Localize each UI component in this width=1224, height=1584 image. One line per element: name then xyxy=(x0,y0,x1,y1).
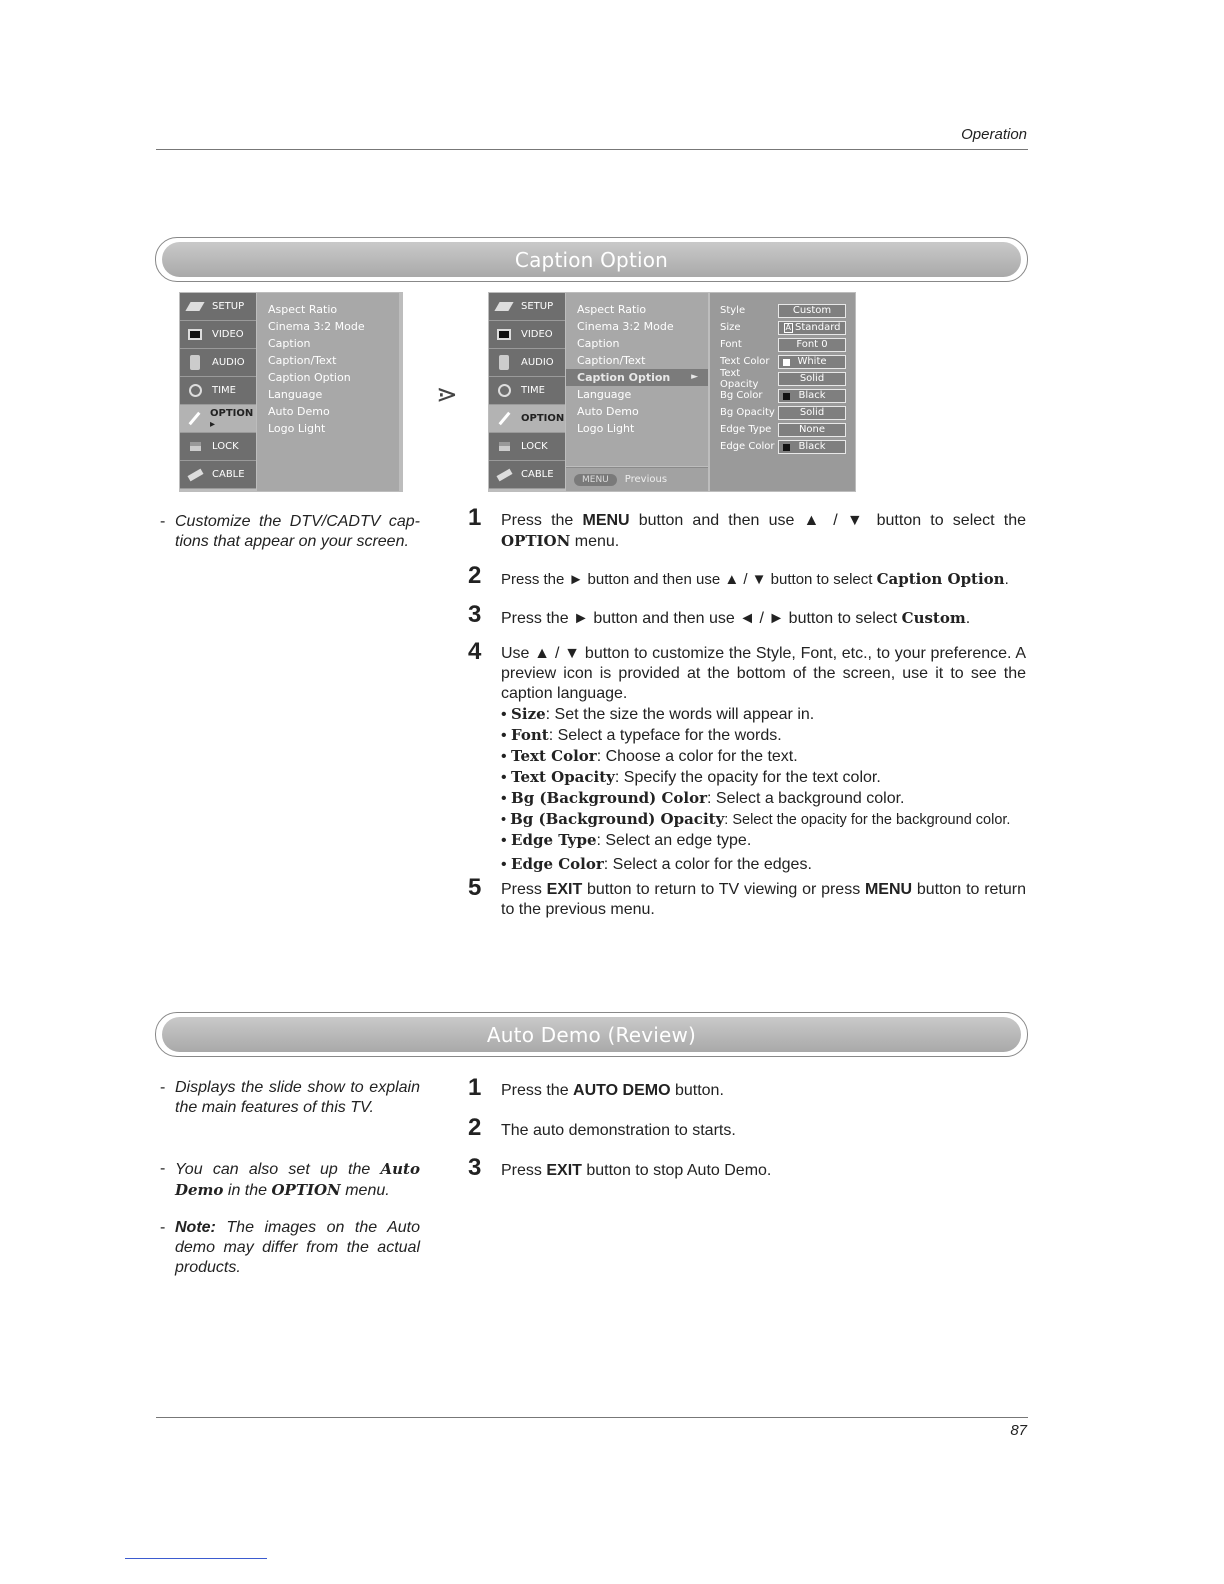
osd-menu-item: Auto Demo xyxy=(577,405,639,418)
osd-menu-item: Logo Light xyxy=(577,422,635,435)
bullet-item: • Bg (Background) Color: Select a background color. xyxy=(501,789,905,807)
caption-option-banner xyxy=(155,237,1028,282)
menu-option: OPTION xyxy=(501,532,571,550)
auto-demo-banner xyxy=(155,1012,1028,1057)
osd-sub-label: Edge Type xyxy=(720,424,772,435)
osd-side-video xyxy=(489,321,565,349)
osd-side-time xyxy=(180,377,256,405)
osd-sub-row xyxy=(720,387,849,404)
note-term: Auto Demo xyxy=(175,1160,420,1199)
osd-side-label: TIME xyxy=(521,385,546,396)
osd-sub-value xyxy=(778,321,846,335)
osd-sub-value-text: Black xyxy=(798,390,826,401)
caption-option-note xyxy=(160,512,420,552)
bottom-underline xyxy=(125,1558,267,1559)
osd-side-label: LOCK xyxy=(212,441,239,452)
osd-menu-item: Caption/Text xyxy=(268,354,337,367)
osd-side-cable xyxy=(489,461,565,489)
step-text: button. xyxy=(670,1082,724,1099)
auto-demo-title: Auto Demo (Review) xyxy=(486,1022,697,1047)
osd-sub-label: Style xyxy=(720,305,746,316)
bullet-item: • Text Color: Choose a color for the text. xyxy=(501,747,798,765)
caption-step-5 xyxy=(468,874,1027,920)
step-number: 2 xyxy=(468,1114,482,1141)
color-swatch xyxy=(783,444,790,451)
osd-menu-item: Caption Option xyxy=(268,371,351,384)
bullet-item: • Text Opacity: Specify the opacity for the text color. xyxy=(501,768,881,786)
osd-option-list xyxy=(566,293,708,466)
osd-side-label: VIDEO xyxy=(521,329,553,340)
osd-menu-item: Aspect Ratio xyxy=(577,303,647,316)
osd-side-audio xyxy=(489,349,565,377)
osd-sub-row xyxy=(720,421,849,438)
osd-side-label: OPTION ▸ xyxy=(210,407,254,430)
osd-menu-caption-option xyxy=(488,292,856,492)
menu-caption-option: Caption Option xyxy=(876,570,1005,588)
caption-step-3 xyxy=(468,601,1026,629)
osd-side-time xyxy=(489,377,565,405)
osd-side-option xyxy=(180,405,256,433)
key-menu: MENU xyxy=(582,512,630,529)
osd-sub-value xyxy=(778,440,846,454)
bullet-desc: : Select the opacity for the background color. xyxy=(724,812,1011,828)
osd-side-label: AUDIO xyxy=(521,357,554,368)
satellite-icon xyxy=(495,299,513,315)
satellite-icon xyxy=(186,299,204,315)
color-swatch xyxy=(783,393,790,400)
step-text: button to stop Auto Demo. xyxy=(581,1162,772,1179)
cable-icon xyxy=(186,467,204,483)
bullet-desc: : Select a color for the edges. xyxy=(603,856,812,873)
osd-menu-item-label: Caption Option xyxy=(577,371,671,384)
osd-sub-label: Edge Color xyxy=(720,441,775,452)
osd-caption-submenu xyxy=(710,293,855,491)
size-preview-icon: A xyxy=(785,322,791,332)
caption-step-4 xyxy=(468,638,1026,875)
osd-side-option xyxy=(489,405,565,433)
step-text: Press xyxy=(501,881,547,898)
auto-demo-step-2 xyxy=(468,1114,1026,1141)
step-number: 1 xyxy=(468,1074,482,1101)
osd-side-setup xyxy=(180,293,256,321)
osd-side-label: VIDEO xyxy=(212,329,244,340)
step-text: Press xyxy=(501,1162,547,1179)
osd-menu-item: Caption xyxy=(268,337,311,350)
osd-side-lock xyxy=(489,433,565,461)
key-auto-demo: AUTO DEMO xyxy=(573,1082,671,1099)
bullet-term: Text Opacity xyxy=(511,768,615,786)
color-swatch xyxy=(783,359,790,366)
osd-sub-row xyxy=(720,404,849,421)
osd-side-label: AUDIO xyxy=(212,357,245,368)
osd-side-audio xyxy=(180,349,256,377)
step-number: 3 xyxy=(468,1154,482,1181)
lock-icon xyxy=(495,439,513,455)
key-exit: EXIT xyxy=(546,881,583,898)
osd-menu-option xyxy=(179,292,403,492)
bullet-desc: : Specify the opacity for the text color. xyxy=(614,769,881,786)
step-text: Press the xyxy=(501,1082,574,1099)
osd-side-cable xyxy=(180,461,256,489)
note-dash: - xyxy=(160,1160,166,1177)
wand-icon xyxy=(186,411,202,427)
page-number: 87 xyxy=(1010,1422,1027,1439)
caption-option-title: Caption Option xyxy=(514,247,669,272)
step-text: button to return to the previous menu. xyxy=(501,881,1027,918)
step-number: 3 xyxy=(468,601,482,628)
osd-menu-item: Cinema 3:2 Mode xyxy=(577,320,674,333)
step-text: Press the ► button and then use ◄ / ► button to select xyxy=(501,610,902,627)
bullet-item: • Font: Select a typeface for the words. xyxy=(501,726,782,744)
osd-side-setup xyxy=(489,293,565,321)
note-text: menu. xyxy=(340,1182,390,1199)
clock-icon xyxy=(495,383,513,399)
bullet-desc: : Select a background color. xyxy=(707,790,905,807)
step-number: 5 xyxy=(468,874,482,901)
step-text: . xyxy=(965,610,971,627)
osd-sub-value xyxy=(778,355,846,369)
step-text: button and then use ▲ / ▼ button to select the xyxy=(629,512,1027,529)
note-text: Displays the slide show to explain the main features of this TV. xyxy=(175,1079,420,1116)
osd-side-label: TIME xyxy=(212,385,237,396)
osd-side-label: LOCK xyxy=(521,441,548,452)
bullet-term: Edge Type xyxy=(511,831,597,849)
next-step-arrow-icon: ⋗ xyxy=(436,380,458,410)
osd-sub-label: Text Opacity xyxy=(720,367,759,390)
osd-sub-value: Font 0 xyxy=(778,338,846,352)
bullet-term: Text Color xyxy=(511,747,597,765)
bullet-desc: : Select a typeface for the words. xyxy=(548,727,782,744)
osd-option-list xyxy=(257,293,399,491)
step-text: button to return to TV viewing or press xyxy=(582,881,865,898)
step-number: 4 xyxy=(468,638,482,665)
note-text: in the xyxy=(223,1182,272,1199)
step-text: Press the xyxy=(501,512,583,529)
osd-menu-item: Caption/Text xyxy=(577,354,646,367)
osd-sub-value xyxy=(778,389,846,403)
osd-sub-row xyxy=(720,438,849,455)
bullet-term: Edge Color xyxy=(511,855,604,873)
bullet-term: Size xyxy=(511,705,546,723)
bullet-term: Bg (Background) Opacity xyxy=(510,810,725,828)
caption-step-2 xyxy=(468,562,1026,590)
osd-menu-item: Language xyxy=(268,388,323,401)
osd-side-label: CABLE xyxy=(212,469,245,480)
osd-sub-value-text: Standard xyxy=(794,322,841,333)
step-number: 1 xyxy=(468,504,482,531)
osd-sub-label: Size xyxy=(720,322,741,333)
note-text: Customize the DTV/CADTV cap-tions that appear on your screen. xyxy=(175,513,420,550)
auto-demo-step-1 xyxy=(468,1074,1026,1101)
osd-side-label: CABLE xyxy=(521,469,554,480)
osd-sub-row xyxy=(720,336,849,353)
note-text: You can also set up the xyxy=(175,1161,381,1178)
osd-side-label: OPTION xyxy=(521,413,565,424)
note-dash: - xyxy=(160,513,166,530)
step-text: . xyxy=(1004,571,1009,588)
osd-menu-item: Caption xyxy=(577,337,620,350)
osd-sub-value-text: Black xyxy=(798,441,826,452)
osd-sub-label: Bg Opacity xyxy=(720,407,775,418)
wand-icon xyxy=(495,411,513,427)
osd-side-video xyxy=(180,321,256,349)
note-term: OPTION xyxy=(271,1181,341,1199)
osd-side-label: SETUP xyxy=(212,301,245,312)
note-label: Note: xyxy=(175,1219,216,1236)
section-label: Operation xyxy=(961,126,1027,143)
bullet-item: • Bg (Background) Opacity: Select the opacity for the background color. xyxy=(501,810,1011,828)
speaker-icon xyxy=(186,355,204,371)
osd-menu-item-selected xyxy=(566,369,708,386)
monitor-icon xyxy=(186,327,204,343)
step-number: 2 xyxy=(468,562,482,589)
bullet-desc: : Select an edge type. xyxy=(596,832,752,849)
lock-icon xyxy=(186,439,204,455)
osd-sub-row xyxy=(720,302,849,319)
osd-sub-value: None xyxy=(778,423,846,437)
step-text: The auto demonstration to starts. xyxy=(501,1122,736,1139)
osd-menu-item: Aspect Ratio xyxy=(268,303,338,316)
bullet-term: Font xyxy=(511,726,549,744)
osd-sub-value: Custom xyxy=(778,304,846,318)
osd-menu-item: Logo Light xyxy=(268,422,326,435)
osd-menu-item: Cinema 3:2 Mode xyxy=(268,320,365,333)
osd-side-lock xyxy=(180,433,256,461)
osd-sub-value-text: White xyxy=(797,356,827,367)
osd-sidebar xyxy=(489,293,565,489)
note-text: The images on the Auto demo may differ from the actual products. xyxy=(175,1219,420,1276)
footer-rule xyxy=(156,1417,1028,1418)
auto-demo-step-3 xyxy=(468,1154,1026,1181)
bullet-desc: : Set the size the words will appear in. xyxy=(545,706,815,723)
osd-sub-row xyxy=(720,367,849,390)
menu-key-icon: MENU xyxy=(574,474,617,486)
bullet-term: Bg (Background) Color xyxy=(511,789,708,807)
key-menu: MENU xyxy=(864,881,913,898)
clock-icon xyxy=(186,383,204,399)
step-text: Use ▲ / ▼ button to customize the Style, Font, etc., to your preference. A preview icon is provided at the bottom of the screen, use it to see the caption language. xyxy=(501,645,1026,702)
osd-sub-label: Bg Color xyxy=(720,390,763,401)
osd-sub-label: Font xyxy=(720,339,742,350)
osd-footer-label: Previous xyxy=(624,474,668,485)
osd-sub-value: Solid xyxy=(778,406,846,420)
osd-sub-row xyxy=(720,319,849,336)
monitor-icon xyxy=(495,327,513,343)
auto-demo-note-2 xyxy=(160,1159,420,1201)
cable-icon xyxy=(495,467,513,483)
osd-sub-label: Text Color xyxy=(720,356,770,367)
caption-step-1 xyxy=(468,504,1027,552)
step-text: Press the ► button and then use ▲ / ▼ button to select xyxy=(501,571,877,588)
bullet-item: • Edge Type: Select an edge type. xyxy=(501,831,752,849)
option-custom: Custom xyxy=(901,609,966,627)
note-dash: - xyxy=(160,1219,166,1236)
key-exit: EXIT xyxy=(546,1162,582,1179)
osd-footer xyxy=(566,467,708,491)
bullet-item: • Size: Set the size the words will appear in. xyxy=(501,705,815,723)
play-arrow-icon: ► xyxy=(691,372,698,382)
osd-sub-value: Solid xyxy=(778,372,846,386)
osd-menu-item: Language xyxy=(577,388,632,401)
auto-demo-note-1 xyxy=(160,1078,420,1118)
bullet-item: • Edge Color: Select a color for the edges. xyxy=(501,855,812,873)
step-text: menu. xyxy=(570,533,620,550)
auto-demo-note-3 xyxy=(160,1218,420,1278)
note-dash: - xyxy=(160,1079,166,1096)
speaker-icon xyxy=(495,355,513,371)
osd-sidebar xyxy=(180,293,256,489)
osd-menu-item: Auto Demo xyxy=(268,405,330,418)
bullet-desc: : Choose a color for the text. xyxy=(596,748,798,765)
header-rule xyxy=(156,149,1028,150)
osd-side-label: SETUP xyxy=(521,301,554,312)
